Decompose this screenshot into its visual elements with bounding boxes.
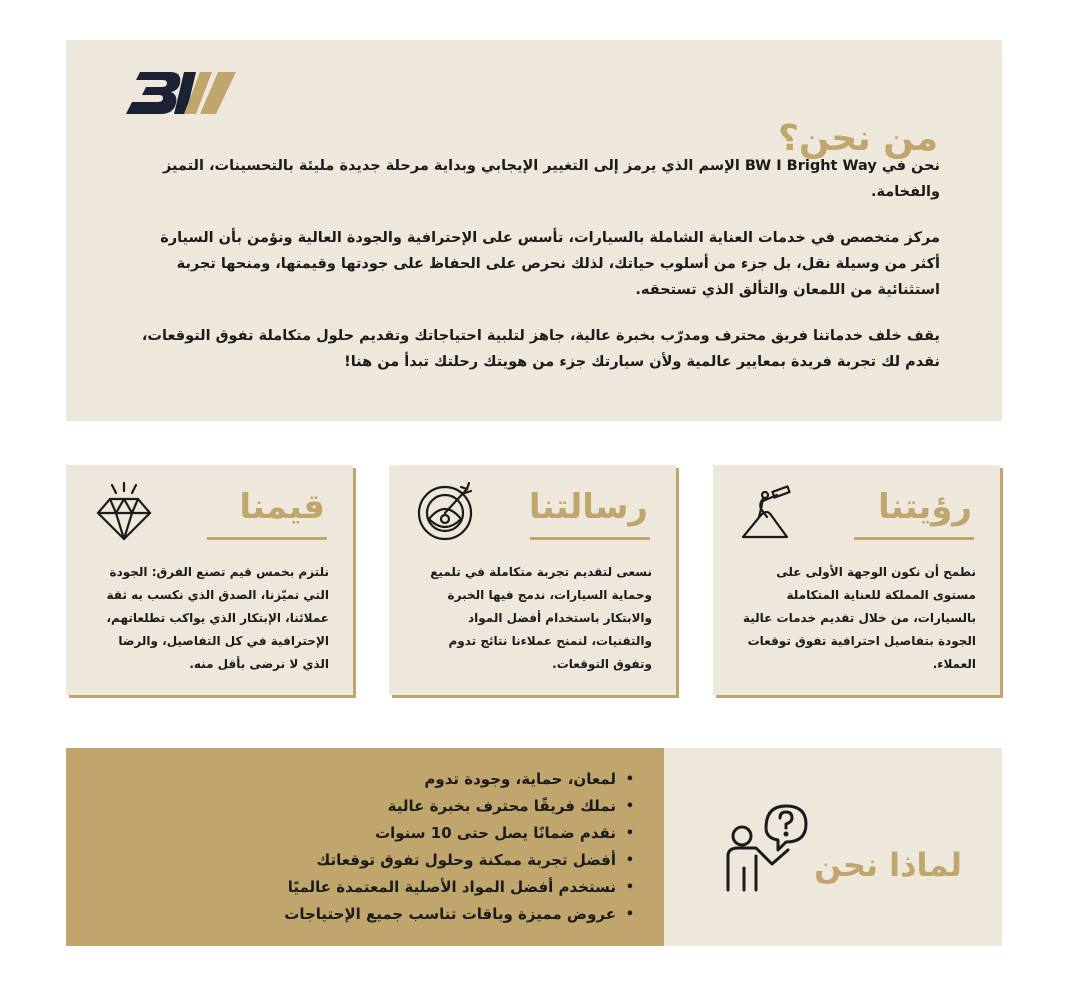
about-body bbox=[140, 153, 940, 375]
card-text: نسعى لتقديم تجربة متكاملة في تلميع وحماية السيارات، ندمج فيها الخبرة والابتكار باستخدام أفضل المواد والتقنيات، لنمنح عملاءنا نتائج تدوم وتفوق التوقعات. bbox=[430, 565, 652, 671]
diamond-icon bbox=[92, 479, 156, 543]
about-section bbox=[66, 40, 1002, 421]
card-title: رؤيتنا bbox=[878, 487, 972, 527]
mission-card bbox=[389, 465, 676, 695]
list-item: • أفضل تجربة ممكنة وحلول تفوق توقعاتك bbox=[214, 847, 634, 874]
target-eye-icon bbox=[415, 479, 479, 543]
list-item: • عروض مميزة وباقات تناسب جميع الإحتياجات bbox=[214, 901, 634, 928]
why-us-title: لماذا نحن bbox=[814, 846, 962, 884]
title-underline bbox=[530, 537, 650, 540]
title-underline bbox=[854, 537, 974, 540]
why-us-list bbox=[214, 766, 634, 928]
list-item: • لمعان، حماية، وجودة تدوم bbox=[214, 766, 634, 793]
card-text: نطمح أن نكون الوجهة الأولى على مستوى المملكة للعناية المتكاملة بالسيارات، من خلال تقديم خدمات عالية الجودة بتفاصيل احترافية تفوق توقعات العملاء. bbox=[742, 565, 976, 671]
about-title: من نحن؟ bbox=[778, 118, 938, 159]
list-item: • نستخدم أفضل المواد الأصلية المعتمدة عالميًا bbox=[214, 874, 634, 901]
card-title: رسالتنا bbox=[528, 487, 648, 527]
about-paragraph: نحن في BW I Bright Way الإسم الذي يرمز إلى التغيير الإيجابي وبداية مرحلة جديدة مليئة بالتحسينات، التميز والفخامة. bbox=[162, 158, 940, 200]
list-item: • نملك فريقًا محترف بخبرة عالية bbox=[214, 793, 634, 820]
list-item: • نقدم ضمانًا يصل حتى 10 سنوات bbox=[214, 820, 634, 847]
about-paragraph: يقف خلف خدماتنا فريق محترف ومدرّب بخبرة عالية، جاهز لتلبية احتياجاتك وتقديم حلول متكاملة تفوق التوقعات، نقدم لك تجربة فريدة بمعايير عالمية ولأن سيارتك جزء من هويتك رحلتك تبدأ من هنا! bbox=[141, 328, 940, 370]
bw-logo bbox=[126, 68, 238, 118]
about-paragraph: مركز متخصص في خدمات العناية الشاملة بالسيارات، تأسس على الإحترافية والجودة العالية ونؤمن بأن السيارة أكثر من وسيلة نقل، بل جزء من أسلوب حياتك، لذلك نحرص على الحفاظ على جودتها وقيمتها، ومنحها تجربة استثنائية من اللمعان والتألق الذي تستحقه. bbox=[160, 230, 940, 298]
values-card bbox=[66, 465, 353, 695]
why-us-section bbox=[66, 748, 1002, 946]
card-text: نلتزم بخمس قيم تصنع الفرق: الجودة التي تميّزنا، الصدق الذي نكسب به ثقة عملائنا، الإبتكار الذي يواكب تطلعاتهم، الإحترافية في كل التفاصيل، والرضا الذي لا نرضى بأقل منه. bbox=[106, 565, 329, 671]
card-title: قيمنا bbox=[239, 487, 325, 527]
vision-card bbox=[713, 465, 1000, 695]
telescope-icon bbox=[739, 479, 803, 543]
title-underline bbox=[207, 537, 327, 540]
person-question-icon bbox=[722, 798, 812, 898]
